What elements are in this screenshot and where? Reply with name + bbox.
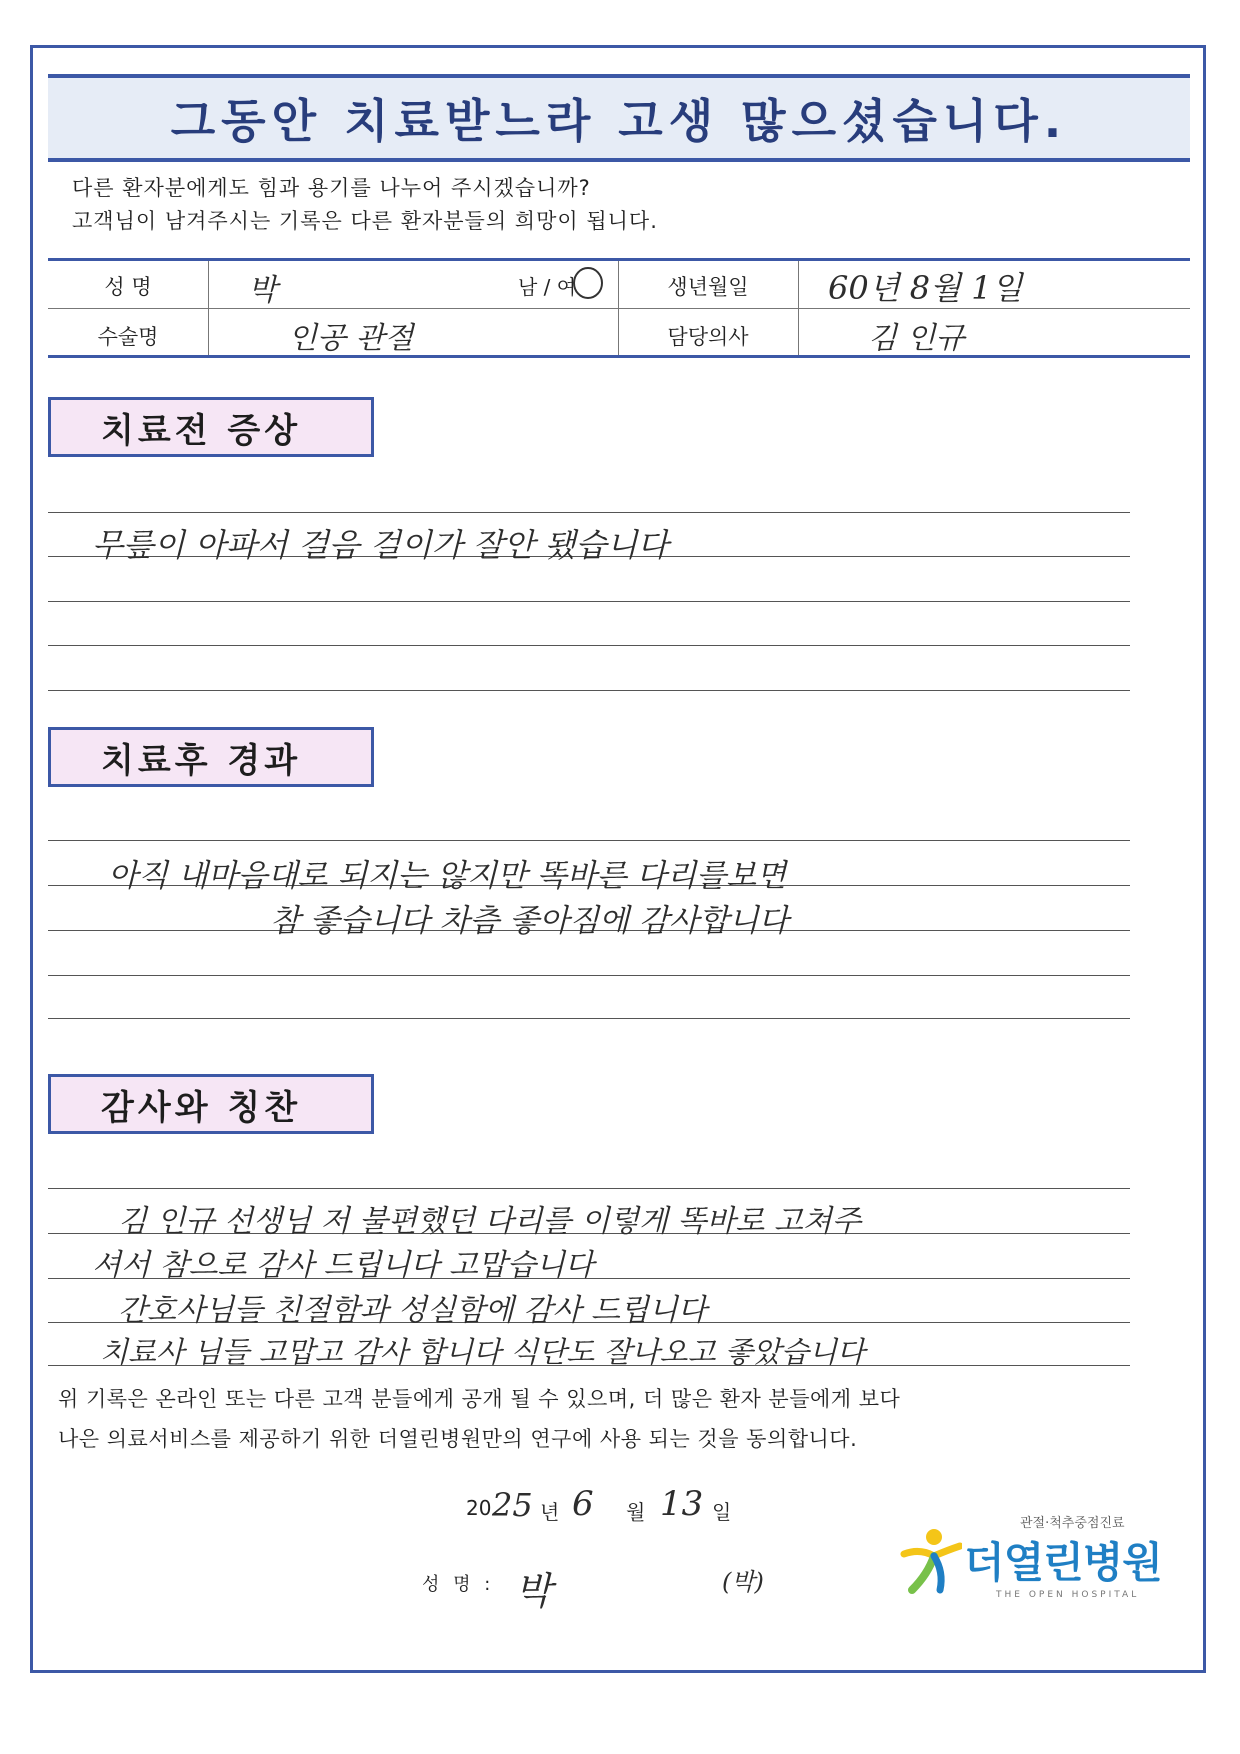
intro-line-1: 다른 환자분에게도 힘과 용기를 나누어 주시겠습니까? (72, 176, 591, 200)
birth-value: 60년 8월 1일 (828, 269, 1023, 307)
section-before-title: 치료전 증상 (48, 397, 374, 457)
gender-selector: 남 / 여 (518, 275, 577, 299)
thanks-text-line-2: 셔서 참으로 감사 드립니다 고맙습니다 (92, 1248, 594, 1283)
thanks-text-line-3: 간호사님들 친절함과 성실함에 감사 드립니다 (118, 1293, 707, 1328)
consent-line-1: 위 기록은 온라인 또는 다른 고객 분들에게 공개 될 수 있으며, 더 많은 환자 분들에게 보다 (58, 1387, 901, 1411)
surgery-label: 수술명 (97, 325, 159, 349)
date-year-prefix: 20 (466, 1496, 492, 1520)
date-year-value: 25 (492, 1486, 533, 1524)
logo-name: 더열린병원 (964, 1538, 1162, 1587)
name-value: 박 (248, 273, 277, 308)
after-text-line-1: 아직 내마음대로 되지는 않지만 똑바른 다리를보면 (108, 858, 787, 894)
doctor-value: 김 인규 (868, 321, 965, 356)
date-month-unit: 월 (626, 1500, 646, 1524)
doctor-label: 담당의사 (667, 325, 749, 349)
logo-tagline: 관절·척추중점진료 (1020, 1516, 1125, 1531)
thanks-text-line-1: 김 인규 선생님 저 불편했던 다리를 이렇게 똑바로 고쳐주 (118, 1204, 861, 1239)
surgery-value: 인공 관절 (288, 321, 414, 356)
signature-stamp: (박) (722, 1568, 764, 1596)
title-banner (48, 74, 1190, 162)
before-text-line-1: 무릎이 아파서 걸음 걸이가 잘안 됐습니다 (92, 526, 669, 564)
name-label: 성 명 (104, 275, 152, 299)
date-year-unit: 년 (540, 1500, 560, 1524)
after-text-line-2: 참 좋습니다 차츰 좋아짐에 감사합니다 (270, 903, 789, 939)
section-after-title: 치료후 경과 (48, 727, 374, 787)
logo-english: THE OPEN HOSPITAL (996, 1590, 1140, 1600)
hospital-logo (900, 1512, 1180, 1612)
logo-figure-icon (900, 1526, 962, 1596)
date-day-value: 13 (660, 1484, 704, 1524)
signature-name: 박 (515, 1569, 552, 1613)
date-day-unit: 일 (712, 1500, 732, 1524)
thanks-text-line-4: 치료사 님들 고맙고 감사 합니다 식단도 잘나오고 좋았습니다 (100, 1335, 865, 1369)
birth-label: 생년월일 (667, 275, 749, 299)
date-month-value: 6 (572, 1484, 594, 1524)
page-title: 그동안 치료받느라 고생 많으셨습니다. (170, 94, 1068, 148)
intro-line-2: 고객님이 남겨주시는 기록은 다른 환자분들의 희망이 됩니다. (72, 209, 658, 233)
consent-line-2: 나은 의료서비스를 제공하기 위한 더열린병원만의 연구에 사용 되는 것을 동의합니다. (58, 1427, 858, 1451)
gender-circle-mark (570, 265, 606, 301)
signature-label: 성 명 : (422, 1574, 495, 1595)
section-thanks-title: 감사와 칭찬 (48, 1074, 374, 1134)
patient-info-table (48, 258, 1190, 358)
